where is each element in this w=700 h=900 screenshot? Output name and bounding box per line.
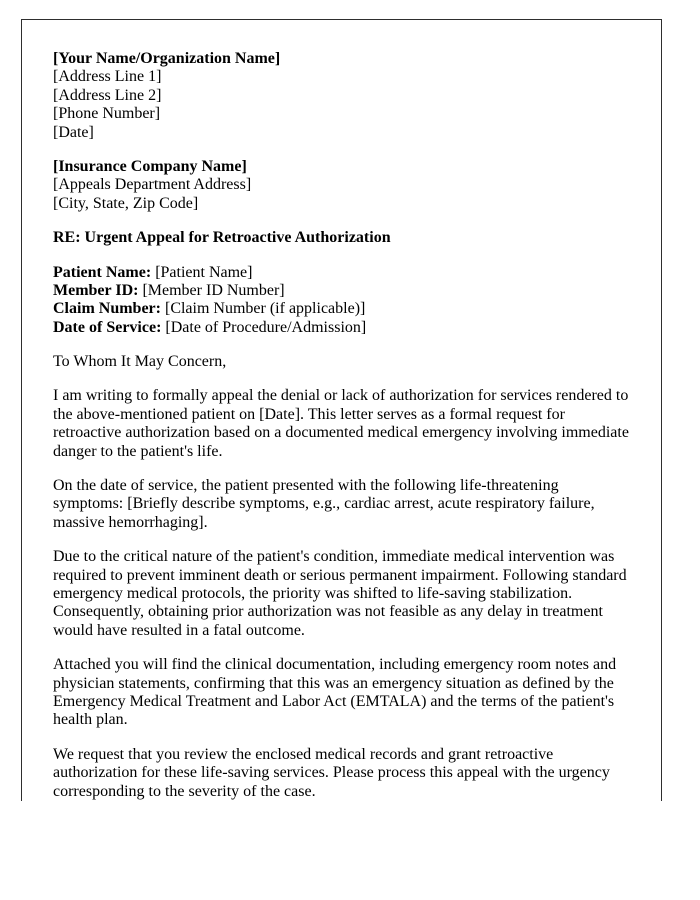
- date-of-service-value: [Date of Procedure/Admission]: [165, 318, 367, 336]
- body-paragraph-5: We request that you review the enclosed medical records and grant retroactive authorization for these life-saving services. Please process this appeal with the urgency corresponding to the severity of the case.: [53, 745, 610, 800]
- body-paragraph-1: I am writing to formally appeal the denial or lack of authorization for services rendered to the above-mentioned patient on [Date]. This letter serves as a formal request for retroactive authorization based on a documented medical emergency involving immediate danger to the patient's life.: [53, 387, 629, 460]
- sender-address-line-2: [Address Line 2]: [53, 86, 162, 104]
- body-paragraph-4: Attached you will find the clinical documentation, including emergency room notes and physician statements, confirming that this was an emergency situation as defined by the Emergency Medical Treatment and Labor Act (EMTALA) and the terms of the patient's health plan.: [53, 656, 617, 729]
- date-of-service-label: Date of Service:: [53, 318, 162, 336]
- subject-line: [53, 229, 631, 247]
- claim-number-label: Claim Number:: [53, 300, 161, 318]
- patient-name-value: [Patient Name]: [155, 263, 253, 281]
- claim-number-value: [Claim Number (if applicable)]: [164, 300, 366, 318]
- sender-block: [53, 50, 631, 142]
- patient-name-label: Patient Name:: [53, 263, 152, 281]
- body-paragraph-3: Due to the critical nature of the patient's condition, immediate medical intervention was required to prevent imminent death or serious permanent impairment. Following standard emergency medical protocols, the priority was shifted to life-saving stabilization. Consequently, obtaining prior authorization was not feasible as any delay in treatment would have resulted in a fatal outcome.: [53, 548, 627, 639]
- member-id-value: [Member ID Number]: [142, 281, 285, 299]
- recipient-city-state-zip: [City, State, Zip Code]: [53, 194, 199, 212]
- sender-address-line-1: [Address Line 1]: [53, 68, 162, 86]
- patient-info-block: [53, 264, 631, 338]
- subject-text: RE: Urgent Appeal for Retroactive Authorization: [53, 229, 391, 247]
- letter-date: [Date]: [53, 123, 94, 141]
- recipient-address: [Appeals Department Address]: [53, 176, 252, 194]
- letter-document: [21, 19, 662, 801]
- recipient-block: [53, 158, 631, 213]
- salutation: To Whom It May Concern,: [53, 353, 227, 371]
- sender-name: [Your Name/Organization Name]: [53, 50, 281, 67]
- member-id-label: Member ID:: [53, 281, 139, 299]
- recipient-name: [Insurance Company Name]: [53, 157, 247, 175]
- body-paragraph-2: On the date of service, the patient presented with the following life-threatening symptoms: [Briefly describe symptoms, e.g., cardiac arrest, acute respiratory failure, massive hemorrhaging].: [53, 477, 595, 531]
- sender-phone: [Phone Number]: [53, 105, 161, 123]
